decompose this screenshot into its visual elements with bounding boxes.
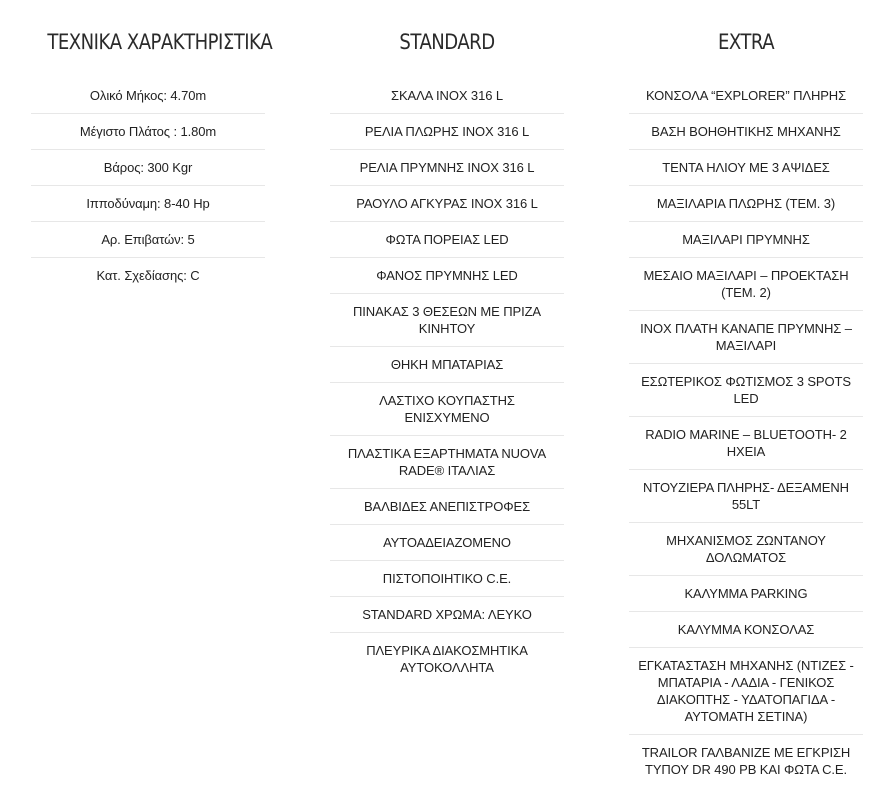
list-item [629,150,863,186]
list-item [31,258,265,294]
specs-column [31,0,273,294]
list-item [629,648,863,735]
list-item-text: ΜΕΣΑΙΟ ΜΑΞΙΛΑΡΙ – ΠΡΟΕΚΤΑΣΗ (ΤΕΜ. 2) [643,268,849,300]
list-item [629,735,863,787]
standard-title: STANDARD [399,30,495,54]
list-item [629,114,863,150]
list-item-text: ΚΑΛΥΜΜΑ PARKING [684,586,808,601]
list-item-text: ΒΑΛΒΙΔΕΣ ΑΝΕΠΙΣΤΡΟΦΕΣ [363,499,531,514]
list-item-text: ΠΛΑΣΤΙΚΑ ΕΞΑΡΤΗΜΑΤΑ NUOVA RADE® ΙΤΑΛΙΑΣ [347,446,547,478]
list-item-text: RADIO MARINE – BLUETOOTH- 2 ΗΧΕΙΑ [645,427,847,459]
list-item [330,222,564,258]
list-item-text: ΠΛΕΥΡΙΚΑ ΔΙΑΚΟΣΜΗΤΙΚΑ ΑΥΤΟΚΟΛΛΗΤΑ [366,643,528,675]
list-item-text: ΛΑΣΤΙΧΟ ΚΟΥΠΑΣΤΗΣ ΕΝΙΣΧΥΜΕΝΟ [379,393,515,425]
list-item-text: ΝΤΟΥΖΙΕΡΑ ΠΛΗΡΗΣ- ΔΕΞΑΜΕΝΗ 55LT [643,480,849,512]
standard-list [330,78,564,685]
list-item [330,436,564,489]
list-item [330,597,564,633]
extra-list [629,78,863,787]
list-item [330,258,564,294]
list-item [330,347,564,383]
list-item [629,576,863,612]
list-item [330,150,564,186]
list-item-text: ΜΑΞΙΛΑΡΙΑ ΠΛΩΡΗΣ (ΤΕΜ. 3) [656,196,836,211]
list-item [629,78,863,114]
specs-list [31,78,265,294]
list-item-text: ΣΚΑΛΑ INOX 316 L [391,88,503,103]
list-item-text: Κατ. Σχεδίασης: C [96,268,200,283]
list-item [330,489,564,525]
list-item-text: ΜΗΧΑΝΙΣΜΟΣ ΖΩΝΤΑΝΟΥ ΔΟΛΩΜΑΤΟΣ [666,533,826,565]
list-item-text: ΜΑΞΙΛΑΡΙ ΠΡΥΜΝΗΣ [682,232,810,247]
extra-title: EXTRA [717,30,775,54]
list-item [629,186,863,222]
list-item [629,258,863,311]
list-item [629,364,863,417]
list-item [31,222,265,258]
list-item-text: ΕΣΩΤΕΡΙΚΟΣ ΦΩΤΙΣΜΟΣ 3 SPOTS LED [641,374,851,406]
list-item [330,525,564,561]
list-item [629,523,863,576]
list-item [31,114,265,150]
list-item-text: ΠΙΝΑΚΑΣ 3 ΘΕΣΕΩΝ ΜΕ ΠΡΙΖΑ ΚΙΝΗΤΟΥ [353,304,541,336]
list-item-text: ΘΗΚΗ ΜΠΑΤΑΡΙΑΣ [390,357,504,372]
list-item [629,612,863,648]
list-item-text: Αρ. Επιβατών: 5 [101,232,195,247]
list-item-text: INOX ΠΛΑΤΗ ΚΑΝΑΠΕ ΠΡΥΜΝΗΣ – ΜΑΞΙΛΑΡΙ [640,321,852,353]
list-item [31,186,265,222]
list-item-text: ΚΟΝΣΟΛΑ “EXPLORER” ΠΛΗΡΗΣ [645,88,847,103]
list-item-text: ΦΩΤΑ ΠΟΡΕΙΑΣ LED [385,232,509,247]
list-item [629,470,863,523]
list-item [31,150,265,186]
list-item-text: Ιπποδύναμη: 8-40 Hp [86,196,210,211]
list-item-text: Βάρος: 300 Kgr [103,160,193,175]
list-item [31,78,265,114]
list-item-text: ΡΕΛΙΑ ΠΡΥΜΝΗΣ INOX 316 L [359,160,535,175]
list-item-text: ΠΙΣΤΟΠΟΙΗΤΙΚΟ C.E. [382,571,512,586]
list-item-text: Ολικό Μήκος: 4.70m [89,88,207,103]
list-item [330,383,564,436]
list-item-text: Μέγιστο Πλάτος : 1.80m [79,124,217,139]
list-item-text: ΕΓΚΑΤΑΣΤΑΣΗ ΜΗΧΑΝΗΣ (ΝΤΙΖΕΣ - ΜΠΑΤΑΡΙΑ - ΛΑΔΙΑ - ΓΕΝΙΚΟΣ ΔΙΑΚΟΠΤΗΣ - ΥΔΑΤΟΠΑΓΙΔΑ - ΑΥΤΟΜΑΤΗ ΣΕΤΙΝΑ) [638,658,854,724]
list-item-text: ΒΑΣΗ ΒΟΗΘΗΤΙΚΗΣ ΜΗΧΑΝΗΣ [651,124,841,139]
list-item-text: ΑΥΤΟΑΔΕΙΑΖΟΜΕΝΟ [383,535,511,550]
list-item-text: ΦΑΝΟΣ ΠΡΥΜΝΗΣ LED [376,268,518,283]
list-item-text: ΤΕΝΤΑ ΗΛΙΟΥ ΜΕ 3 ΑΨΙΔΕΣ [662,160,830,175]
list-item-text: TRAILOR ΓΑΛΒΑΝΙΖΕ ΜΕ ΕΓΚΡΙΣΗ ΤΥΠΟΥ DR 490 PB ΚΑΙ ΦΩΤΑ C.E. [641,745,851,777]
extra-column [629,0,863,787]
standard-column [330,0,564,685]
list-item [629,311,863,364]
list-item-text: ΚΑΛΥΜΜΑ ΚΟΝΣΟΛΑΣ [677,622,815,637]
list-item-text: ΡΕΛΙΑ ΠΛΩΡΗΣ INOX 316 L [364,124,530,139]
list-item [330,114,564,150]
list-item [330,561,564,597]
list-item-text: ΡΑΟΥΛΟ ΑΓΚΥΡΑΣ INOX 316 L [356,196,538,211]
list-item [629,417,863,470]
list-item [330,78,564,114]
list-item [330,294,564,347]
list-item-text: STANDARD ΧΡΩΜΑ: ΛΕΥΚΟ [362,607,532,622]
list-item [330,186,564,222]
specs-title: ΤΕΧΝΙΚΑ ΧΑΡΑΚΤΗΡΙΣΤΙΚΑ [47,30,273,54]
list-item [330,633,564,685]
list-item [629,222,863,258]
